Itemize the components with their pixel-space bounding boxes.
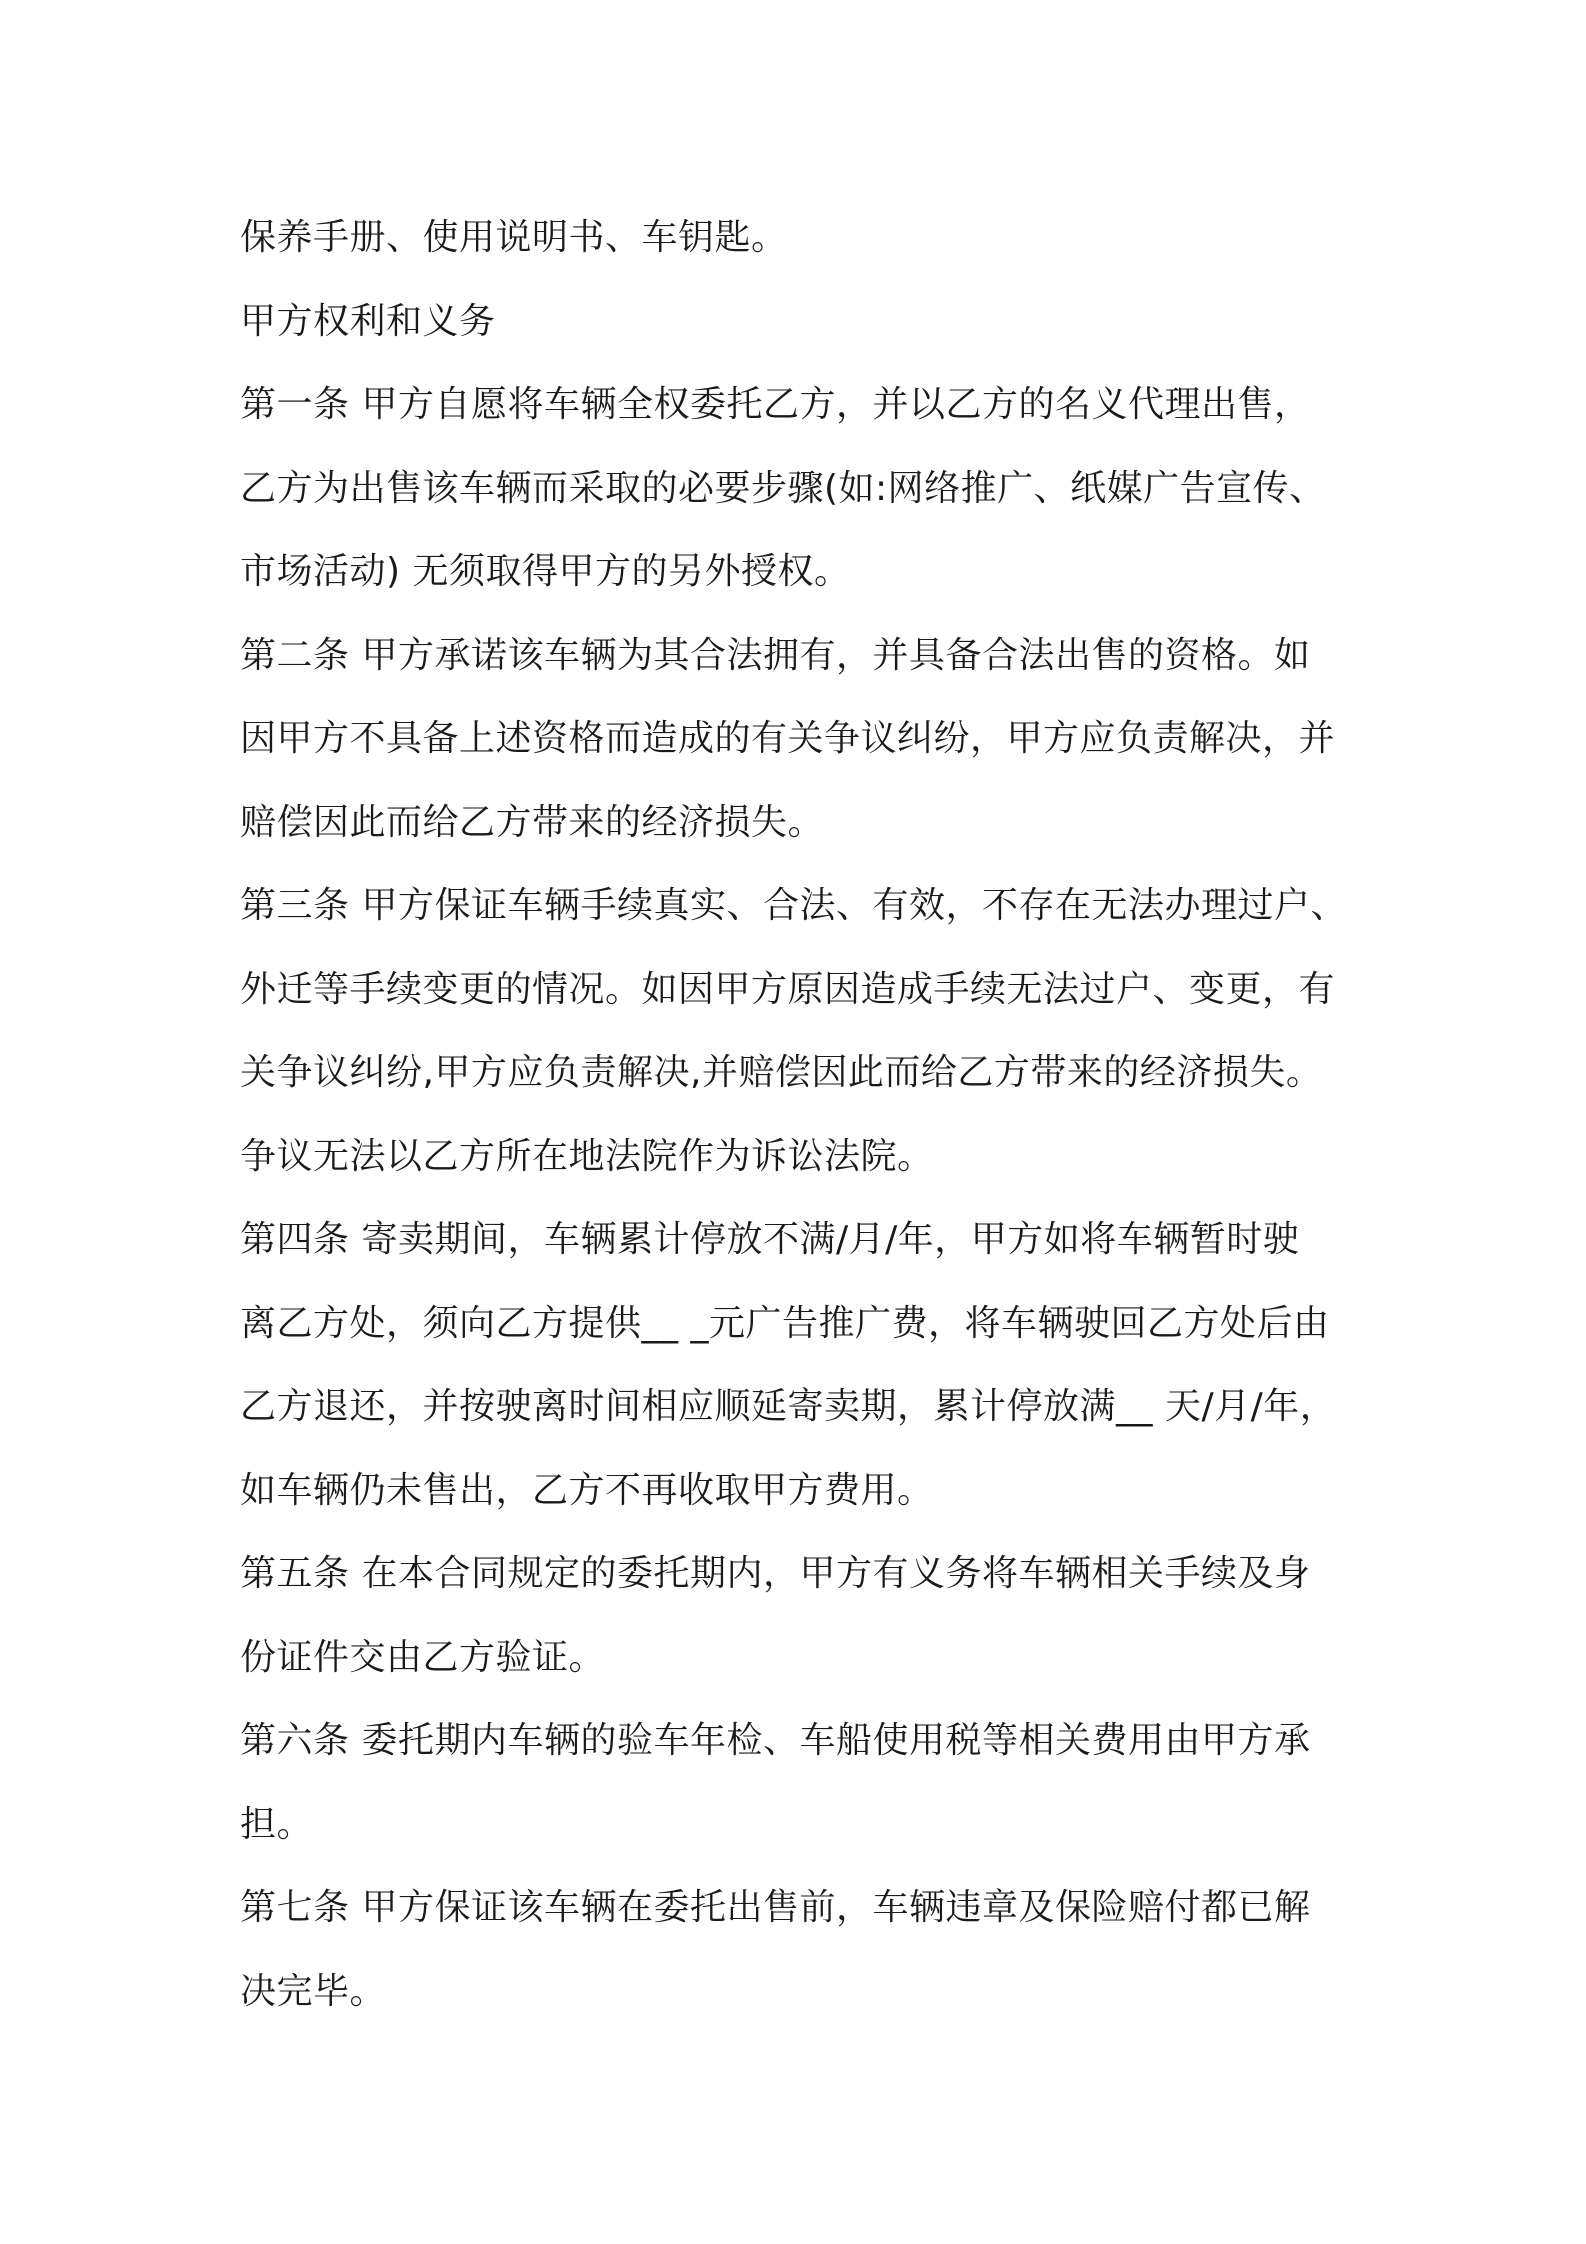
contract-body — [240, 196, 1370, 2033]
text-line: 争议无法以乙方所在地法院作为诉讼法院。 — [240, 1135, 934, 1177]
text-line: 关争议纠纷,甲方应负责解决,并赔偿因此而给乙方带来的经济损失。 — [240, 1052, 1323, 1093]
text-line: 乙方退还，并按驶离时间相应顺延寄卖期，累计停放满__ 天/月/年， — [240, 1386, 1337, 1427]
text-line: 第二条 甲方承诺该车辆为其合法拥有，并具备合法出售的资格。如 — [240, 634, 1311, 676]
text-line: 乙方为出售该车辆而采取的必要步骤(如:网络推广、纸媒广告宣传、 — [240, 467, 1326, 509]
text-line: 市场活动) 无须取得甲方的另外授权。 — [240, 551, 851, 592]
text-line: 第四条 寄卖期间，车辆累计停放不满/月/年，甲方如将车辆暂时驶 — [240, 1219, 1300, 1260]
text-line: 保养手册、使用说明书、车钥匙。 — [240, 217, 788, 258]
text-line: 离乙方处，须向乙方提供__ _元广告推广费，将车辆驶回乙方处后由 — [240, 1302, 1330, 1344]
text-line: 决完毕。 — [240, 1970, 387, 2012]
text-line: 第五条 在本合同规定的委托期内，甲方有义务将车辆相关手续及身 — [240, 1553, 1311, 1594]
section-heading: 甲方权利和义务 — [240, 300, 496, 342]
text-line: 份证件交由乙方验证。 — [240, 1636, 606, 1678]
text-line: 第六条 委托期内车辆的验车年检、车船使用税等相关费用由甲方承 — [240, 1720, 1311, 1761]
text-line: 赔偿因此而给乙方带来的经济损失。 — [240, 801, 825, 843]
text-line: 第三条 甲方保证车辆手续真实、合法、有效，不存在无法办理过户、 — [240, 885, 1347, 926]
text-line: 如车辆仍未售出，乙方不再收取甲方费用。 — [240, 1469, 934, 1511]
text-line: 第七条 甲方保证该车辆在委托出售前，车辆违章及保险赔付都已解 — [240, 1887, 1311, 1928]
text-line: 外迁等手续变更的情况。如因甲方原因造成手续无法过户、变更，有 — [240, 968, 1336, 1010]
text-line: 担。 — [240, 1803, 314, 1845]
text-line: 第一条 甲方自愿将车辆全权委托乙方，并以乙方的名义代理出售， — [240, 384, 1311, 425]
text-line: 因甲方不具备上述资格而造成的有关争议纠纷，甲方应负责解决，并 — [240, 718, 1336, 759]
